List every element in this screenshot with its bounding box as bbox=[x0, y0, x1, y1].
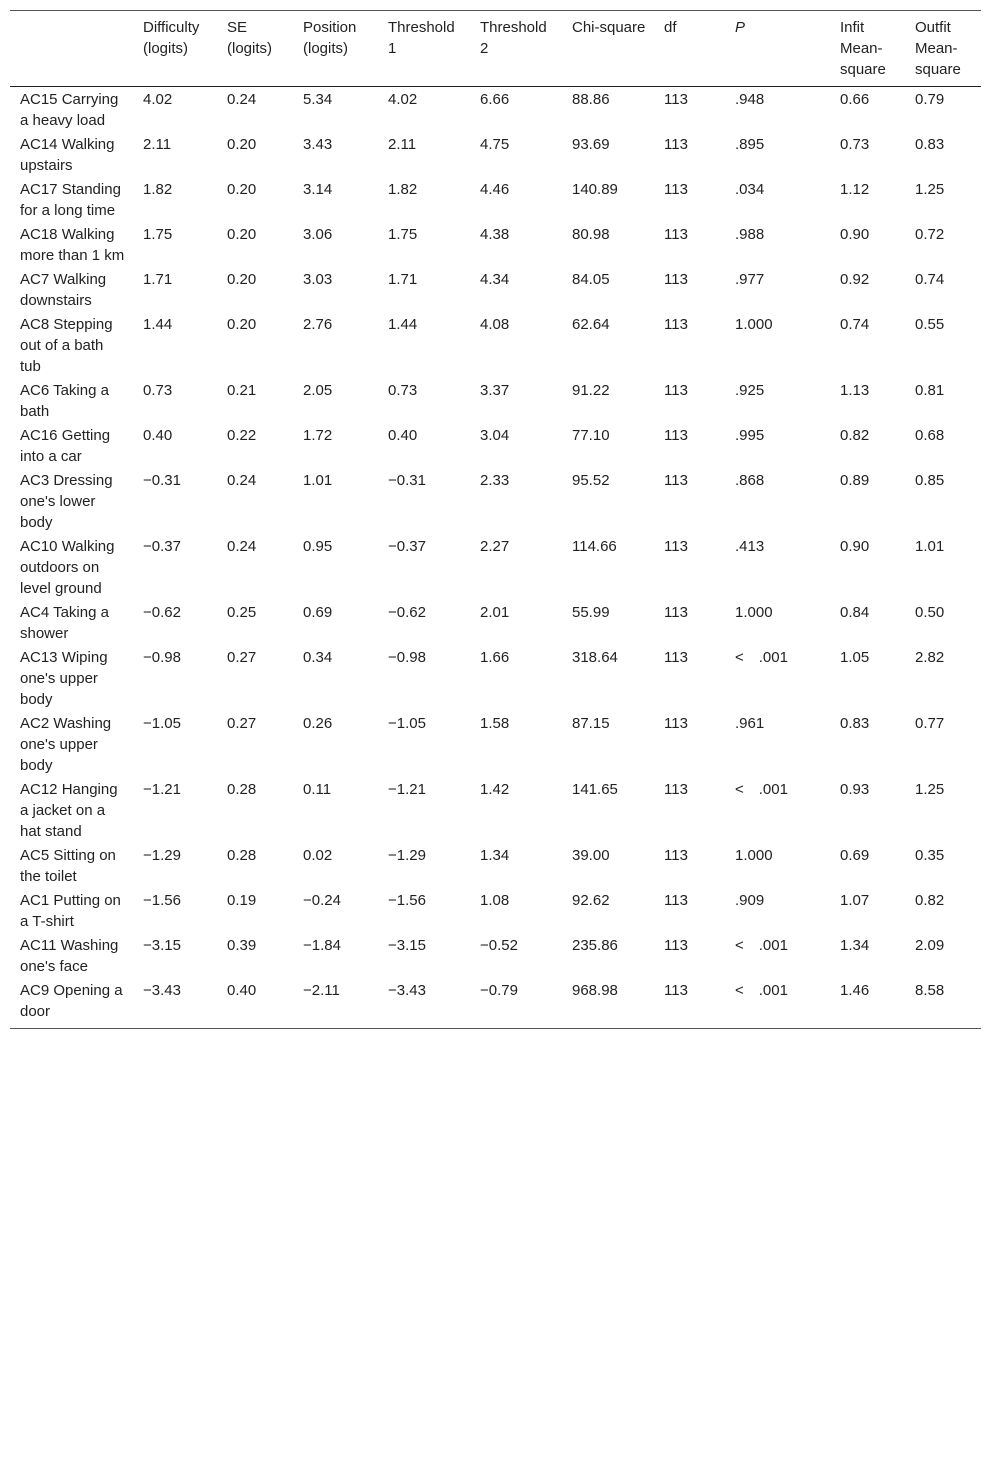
p-cell: .988 bbox=[735, 226, 765, 243]
position-cell: 0.95 bbox=[303, 538, 333, 555]
outfit-cell: 0.85 bbox=[915, 472, 945, 489]
threshold-1-cell: 0.40 bbox=[388, 427, 418, 444]
table-row bbox=[10, 222, 981, 267]
p-cell: .977 bbox=[735, 271, 765, 288]
p-cell: .034 bbox=[735, 181, 765, 198]
p-cell: .909 bbox=[735, 892, 765, 909]
df-cell: 113 bbox=[664, 538, 688, 555]
se-cell: 0.40 bbox=[227, 982, 257, 999]
threshold-1-cell: 1.75 bbox=[388, 226, 418, 243]
table-row bbox=[10, 132, 981, 177]
difficulty-cell: 1.75 bbox=[143, 226, 173, 243]
se-cell: 0.24 bbox=[227, 538, 257, 555]
outfit-cell: 0.81 bbox=[915, 382, 945, 399]
p-cell: .948 bbox=[735, 91, 765, 108]
threshold-1-cell: −1.21 bbox=[388, 781, 426, 798]
outfit-cell: 0.72 bbox=[915, 226, 945, 243]
header-row bbox=[10, 11, 981, 87]
table-body bbox=[10, 87, 981, 1029]
difficulty-cell: −0.98 bbox=[143, 649, 181, 666]
table-row bbox=[10, 267, 981, 312]
infit-cell: 0.66 bbox=[840, 91, 870, 108]
chi-square-cell: 92.62 bbox=[572, 892, 610, 909]
item-cell: AC5 Sitting on the toilet bbox=[20, 847, 116, 885]
difficulty-cell: 1.44 bbox=[143, 316, 173, 333]
threshold-2-cell: 3.04 bbox=[480, 427, 510, 444]
difficulty-cell: −0.31 bbox=[143, 472, 181, 489]
df-cell: 113 bbox=[664, 847, 688, 864]
threshold-2-cell: 1.34 bbox=[480, 847, 510, 864]
position-cell: 1.01 bbox=[303, 472, 333, 489]
item-cell: AC15 Carrying a heavy load bbox=[20, 91, 119, 129]
header-outfit: Outfit Mean-square bbox=[915, 19, 961, 78]
table-header bbox=[10, 11, 981, 87]
infit-cell: 1.13 bbox=[840, 382, 870, 399]
chi-square-cell: 88.86 bbox=[572, 91, 610, 108]
df-cell: 113 bbox=[664, 181, 688, 198]
infit-cell: 0.69 bbox=[840, 847, 870, 864]
threshold-2-cell: 1.42 bbox=[480, 781, 510, 798]
difficulty-cell: −3.15 bbox=[143, 937, 181, 954]
threshold-2-cell: 2.33 bbox=[480, 472, 510, 489]
position-cell: 0.26 bbox=[303, 715, 333, 732]
header-position: Position (logits) bbox=[303, 19, 357, 57]
table-row bbox=[10, 645, 981, 711]
df-cell: 113 bbox=[664, 472, 688, 489]
threshold-2-cell: 2.01 bbox=[480, 604, 510, 621]
chi-square-cell: 91.22 bbox=[572, 382, 610, 399]
outfit-cell: 0.77 bbox=[915, 715, 945, 732]
header-threshold-1: Threshold 1 bbox=[388, 19, 455, 57]
threshold-1-cell: −3.15 bbox=[388, 937, 426, 954]
table-row bbox=[10, 378, 981, 423]
item-cell: AC1 Putting on a T-shirt bbox=[20, 892, 121, 930]
threshold-2-cell: 4.75 bbox=[480, 136, 510, 153]
outfit-cell: 0.35 bbox=[915, 847, 945, 864]
threshold-1-cell: −0.37 bbox=[388, 538, 426, 555]
threshold-2-cell: 6.66 bbox=[480, 91, 510, 108]
difficulty-cell: 1.82 bbox=[143, 181, 173, 198]
threshold-2-cell: 3.37 bbox=[480, 382, 510, 399]
chi-square-cell: 93.69 bbox=[572, 136, 610, 153]
table-row bbox=[10, 933, 981, 978]
chi-square-cell: 84.05 bbox=[572, 271, 610, 288]
table-row bbox=[10, 312, 981, 378]
item-cell: AC16 Getting into a car bbox=[20, 427, 111, 465]
header-item bbox=[10, 11, 133, 87]
se-cell: 0.24 bbox=[227, 91, 257, 108]
threshold-1-cell: −0.31 bbox=[388, 472, 426, 489]
df-cell: 113 bbox=[664, 136, 688, 153]
p-cell: .413 bbox=[735, 538, 765, 555]
chi-square-cell: 318.64 bbox=[572, 649, 618, 666]
difficulty-cell: 0.40 bbox=[143, 427, 173, 444]
p-cell: 1.000 bbox=[735, 847, 773, 864]
chi-square-cell: 80.98 bbox=[572, 226, 610, 243]
outfit-cell: 0.50 bbox=[915, 604, 945, 621]
header-p: P bbox=[735, 19, 746, 36]
p-cell: < .001 bbox=[735, 937, 788, 954]
threshold-1-cell: 4.02 bbox=[388, 91, 418, 108]
item-cell: AC9 Opening a door bbox=[20, 982, 123, 1020]
infit-cell: 1.34 bbox=[840, 937, 870, 954]
se-cell: 0.24 bbox=[227, 472, 257, 489]
threshold-1-cell: −1.56 bbox=[388, 892, 426, 909]
se-cell: 0.27 bbox=[227, 715, 257, 732]
table-row bbox=[10, 177, 981, 222]
header-df: df bbox=[664, 19, 677, 36]
table-row bbox=[10, 711, 981, 777]
chi-square-cell: 140.89 bbox=[572, 181, 618, 198]
df-cell: 113 bbox=[664, 91, 688, 108]
infit-cell: 0.92 bbox=[840, 271, 870, 288]
item-cell: AC17 Standing for a long time bbox=[20, 181, 121, 219]
position-cell: −0.24 bbox=[303, 892, 341, 909]
threshold-2-cell: 4.46 bbox=[480, 181, 510, 198]
se-cell: 0.20 bbox=[227, 136, 257, 153]
chi-square-cell: 55.99 bbox=[572, 604, 610, 621]
table-row bbox=[10, 534, 981, 600]
threshold-1-cell: −1.05 bbox=[388, 715, 426, 732]
difficulty-cell: 4.02 bbox=[143, 91, 173, 108]
se-cell: 0.21 bbox=[227, 382, 257, 399]
df-cell: 113 bbox=[664, 715, 688, 732]
position-cell: −1.84 bbox=[303, 937, 341, 954]
item-cell: AC6 Taking a bath bbox=[20, 382, 109, 420]
threshold-2-cell: 4.08 bbox=[480, 316, 510, 333]
p-cell: < .001 bbox=[735, 649, 788, 666]
threshold-2-cell: −0.79 bbox=[480, 982, 518, 999]
threshold-1-cell: −0.98 bbox=[388, 649, 426, 666]
se-cell: 0.28 bbox=[227, 847, 257, 864]
p-cell: < .001 bbox=[735, 781, 788, 798]
table-row bbox=[10, 468, 981, 534]
position-cell: 2.76 bbox=[303, 316, 333, 333]
df-cell: 113 bbox=[664, 427, 688, 444]
infit-cell: 0.74 bbox=[840, 316, 870, 333]
infit-cell: 1.12 bbox=[840, 181, 870, 198]
table-row bbox=[10, 423, 981, 468]
header-infit: Infit Mean-square bbox=[840, 19, 886, 78]
position-cell: 0.69 bbox=[303, 604, 333, 621]
p-cell: < .001 bbox=[735, 982, 788, 999]
item-cell: AC11 Washing one's face bbox=[20, 937, 119, 975]
threshold-1-cell: −3.43 bbox=[388, 982, 426, 999]
threshold-2-cell: 2.27 bbox=[480, 538, 510, 555]
item-cell: AC7 Walking downstairs bbox=[20, 271, 107, 309]
item-cell: AC10 Walking outdoors on level ground bbox=[20, 538, 115, 597]
se-cell: 0.20 bbox=[227, 316, 257, 333]
threshold-1-cell: 1.82 bbox=[388, 181, 418, 198]
item-cell: AC3 Dressing one's lower body bbox=[20, 472, 113, 531]
infit-cell: 0.89 bbox=[840, 472, 870, 489]
se-cell: 0.28 bbox=[227, 781, 257, 798]
se-cell: 0.39 bbox=[227, 937, 257, 954]
chi-square-cell: 62.64 bbox=[572, 316, 610, 333]
threshold-2-cell: 4.38 bbox=[480, 226, 510, 243]
position-cell: −2.11 bbox=[303, 982, 340, 999]
outfit-cell: 0.68 bbox=[915, 427, 945, 444]
item-cell: AC8 Stepping out of a bath tub bbox=[20, 316, 113, 375]
position-cell: 0.11 bbox=[303, 781, 332, 798]
p-cell: .868 bbox=[735, 472, 765, 489]
threshold-2-cell: 1.58 bbox=[480, 715, 510, 732]
outfit-cell: 0.82 bbox=[915, 892, 945, 909]
threshold-1-cell: −0.62 bbox=[388, 604, 426, 621]
se-cell: 0.20 bbox=[227, 226, 257, 243]
chi-square-cell: 77.10 bbox=[572, 427, 610, 444]
infit-cell: 0.90 bbox=[840, 226, 870, 243]
table-container bbox=[10, 10, 981, 1029]
difficulty-cell: 0.73 bbox=[143, 382, 173, 399]
infit-cell: 1.05 bbox=[840, 649, 870, 666]
position-cell: 5.34 bbox=[303, 91, 333, 108]
outfit-cell: 8.58 bbox=[915, 982, 945, 999]
chi-square-cell: 39.00 bbox=[572, 847, 610, 864]
difficulty-cell: −3.43 bbox=[143, 982, 181, 999]
position-cell: 3.03 bbox=[303, 271, 333, 288]
difficulty-cell: −1.21 bbox=[143, 781, 181, 798]
threshold-1-cell: 2.11 bbox=[388, 136, 417, 153]
df-cell: 113 bbox=[664, 271, 688, 288]
outfit-cell: 1.25 bbox=[915, 781, 945, 798]
difficulty-cell: 2.11 bbox=[143, 136, 172, 153]
position-cell: 3.43 bbox=[303, 136, 333, 153]
threshold-2-cell: 1.66 bbox=[480, 649, 510, 666]
infit-cell: 0.83 bbox=[840, 715, 870, 732]
outfit-cell: 0.79 bbox=[915, 91, 945, 108]
item-cell: AC14 Walking upstairs bbox=[20, 136, 115, 174]
infit-cell: 0.73 bbox=[840, 136, 870, 153]
chi-square-cell: 235.86 bbox=[572, 937, 618, 954]
item-cell: AC4 Taking a shower bbox=[20, 604, 109, 642]
table-row bbox=[10, 777, 981, 843]
df-cell: 113 bbox=[664, 316, 688, 333]
threshold-1-cell: −1.29 bbox=[388, 847, 426, 864]
p-cell: .895 bbox=[735, 136, 765, 153]
outfit-cell: 0.74 bbox=[915, 271, 945, 288]
table-row bbox=[10, 600, 981, 645]
p-cell: .995 bbox=[735, 427, 765, 444]
outfit-cell: 1.25 bbox=[915, 181, 945, 198]
se-cell: 0.25 bbox=[227, 604, 257, 621]
difficulty-cell: −1.05 bbox=[143, 715, 181, 732]
table-row bbox=[10, 978, 981, 1029]
infit-cell: 1.07 bbox=[840, 892, 870, 909]
chi-square-cell: 114.66 bbox=[572, 538, 617, 555]
table-row bbox=[10, 888, 981, 933]
df-cell: 113 bbox=[664, 892, 688, 909]
p-cell: 1.000 bbox=[735, 604, 773, 621]
header-se: SE (logits) bbox=[227, 19, 273, 57]
chi-square-cell: 968.98 bbox=[572, 982, 618, 999]
header-difficulty: Difficulty (logits) bbox=[143, 19, 200, 57]
p-cell: 1.000 bbox=[735, 316, 773, 333]
infit-cell: 0.90 bbox=[840, 538, 870, 555]
p-cell: .961 bbox=[735, 715, 765, 732]
df-cell: 113 bbox=[664, 781, 688, 798]
table-row bbox=[10, 843, 981, 888]
header-chi-square: Chi-square bbox=[572, 19, 646, 36]
threshold-1-cell: 0.73 bbox=[388, 382, 418, 399]
position-cell: 0.02 bbox=[303, 847, 333, 864]
difficulty-cell: −0.62 bbox=[143, 604, 181, 621]
position-cell: 2.05 bbox=[303, 382, 333, 399]
se-cell: 0.20 bbox=[227, 271, 257, 288]
difficulty-cell: −0.37 bbox=[143, 538, 181, 555]
position-cell: 1.72 bbox=[303, 427, 333, 444]
threshold-2-cell: −0.52 bbox=[480, 937, 518, 954]
infit-cell: 1.46 bbox=[840, 982, 870, 999]
df-cell: 113 bbox=[664, 604, 688, 621]
item-cell: AC18 Walking more than 1 km bbox=[20, 226, 125, 264]
chi-square-cell: 87.15 bbox=[572, 715, 610, 732]
item-statistics-table bbox=[10, 10, 981, 1029]
difficulty-cell: −1.56 bbox=[143, 892, 181, 909]
outfit-cell: 0.55 bbox=[915, 316, 945, 333]
item-cell: AC12 Hanging a jacket on a hat stand bbox=[20, 781, 118, 840]
se-cell: 0.20 bbox=[227, 181, 257, 198]
p-cell: .925 bbox=[735, 382, 765, 399]
df-cell: 113 bbox=[664, 382, 688, 399]
infit-cell: 0.93 bbox=[840, 781, 870, 798]
threshold-2-cell: 1.08 bbox=[480, 892, 510, 909]
difficulty-cell: 1.71 bbox=[143, 271, 173, 288]
df-cell: 113 bbox=[664, 982, 688, 999]
chi-square-cell: 141.65 bbox=[572, 781, 618, 798]
se-cell: 0.22 bbox=[227, 427, 257, 444]
outfit-cell: 0.83 bbox=[915, 136, 945, 153]
infit-cell: 0.84 bbox=[840, 604, 870, 621]
df-cell: 113 bbox=[664, 649, 688, 666]
item-cell: AC13 Wiping one's upper body bbox=[20, 649, 108, 708]
threshold-1-cell: 1.44 bbox=[388, 316, 418, 333]
df-cell: 113 bbox=[664, 226, 688, 243]
threshold-2-cell: 4.34 bbox=[480, 271, 510, 288]
difficulty-cell: −1.29 bbox=[143, 847, 181, 864]
position-cell: 0.34 bbox=[303, 649, 333, 666]
table-row bbox=[10, 87, 981, 133]
se-cell: 0.19 bbox=[227, 892, 257, 909]
df-cell: 113 bbox=[664, 937, 688, 954]
infit-cell: 0.82 bbox=[840, 427, 870, 444]
item-cell: AC2 Washing one's upper body bbox=[20, 715, 112, 774]
outfit-cell: 1.01 bbox=[915, 538, 945, 555]
header-threshold-2: Threshold 2 bbox=[480, 19, 547, 57]
outfit-cell: 2.09 bbox=[915, 937, 945, 954]
threshold-1-cell: 1.71 bbox=[388, 271, 418, 288]
position-cell: 3.06 bbox=[303, 226, 333, 243]
outfit-cell: 2.82 bbox=[915, 649, 945, 666]
position-cell: 3.14 bbox=[303, 181, 333, 198]
chi-square-cell: 95.52 bbox=[572, 472, 610, 489]
se-cell: 0.27 bbox=[227, 649, 257, 666]
